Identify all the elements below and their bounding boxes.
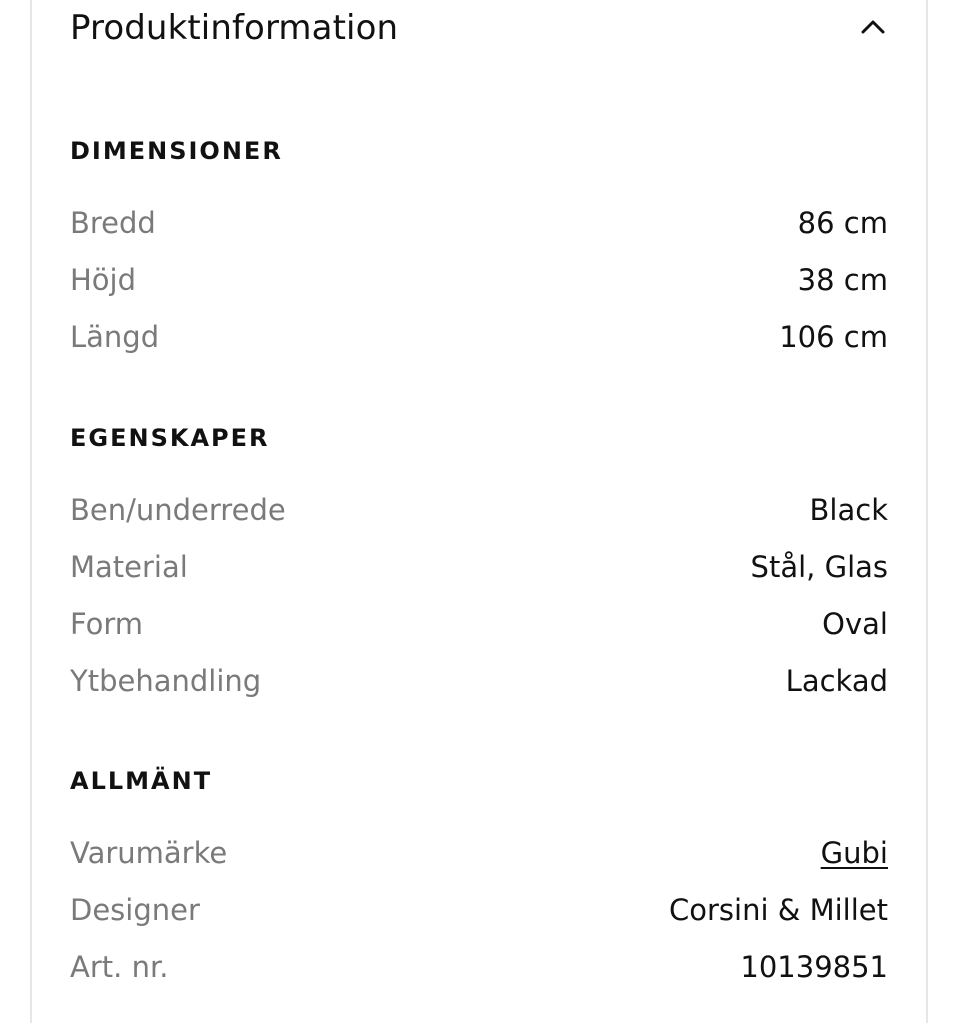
spec-value: Stål, Glas	[750, 550, 888, 584]
section-heading-dimensions: DIMENSIONER	[70, 137, 283, 165]
spec-value: 106 cm	[779, 320, 888, 354]
spec-row-designer	[70, 890, 888, 930]
spec-label: Ytbehandling	[70, 664, 262, 698]
spec-row-width	[70, 203, 888, 243]
spec-row-material	[70, 547, 888, 587]
spec-row-brand	[70, 833, 888, 873]
chevron-up-icon	[860, 19, 886, 35]
spec-label: Ben/underrede	[70, 493, 286, 527]
collapse-button[interactable]	[858, 12, 888, 42]
spec-label: Material	[70, 550, 188, 584]
spec-value: 38 cm	[797, 263, 888, 297]
spec-label: Varumärke	[70, 836, 228, 870]
product-info-panel	[30, 0, 928, 1023]
spec-row-base	[70, 490, 888, 530]
spec-label: Designer	[70, 893, 200, 927]
spec-value: 10139851	[740, 950, 888, 984]
spec-label: Höjd	[70, 263, 137, 297]
spec-value: Oval	[822, 607, 888, 641]
spec-value: Black	[809, 493, 888, 527]
spec-row-shape	[70, 604, 888, 644]
spec-value: 86 cm	[797, 206, 888, 240]
spec-label: Art. nr.	[70, 950, 169, 984]
spec-row-finish	[70, 661, 888, 701]
spec-label: Längd	[70, 320, 160, 354]
section-heading-properties: EGENSKAPER	[70, 424, 270, 452]
accordion-header[interactable]	[32, 0, 926, 60]
accordion-title: Produktinformation	[70, 8, 399, 48]
spec-label: Form	[70, 607, 144, 641]
spec-label: Bredd	[70, 206, 156, 240]
spec-row-length	[70, 317, 888, 357]
spec-row-height	[70, 260, 888, 300]
spec-value: Corsini & Millet	[669, 893, 888, 927]
spec-value: Lackad	[785, 664, 888, 698]
brand-link[interactable]: Gubi	[820, 836, 888, 870]
spec-row-article-number	[70, 947, 888, 987]
section-heading-general: ALLMÄNT	[70, 767, 213, 795]
